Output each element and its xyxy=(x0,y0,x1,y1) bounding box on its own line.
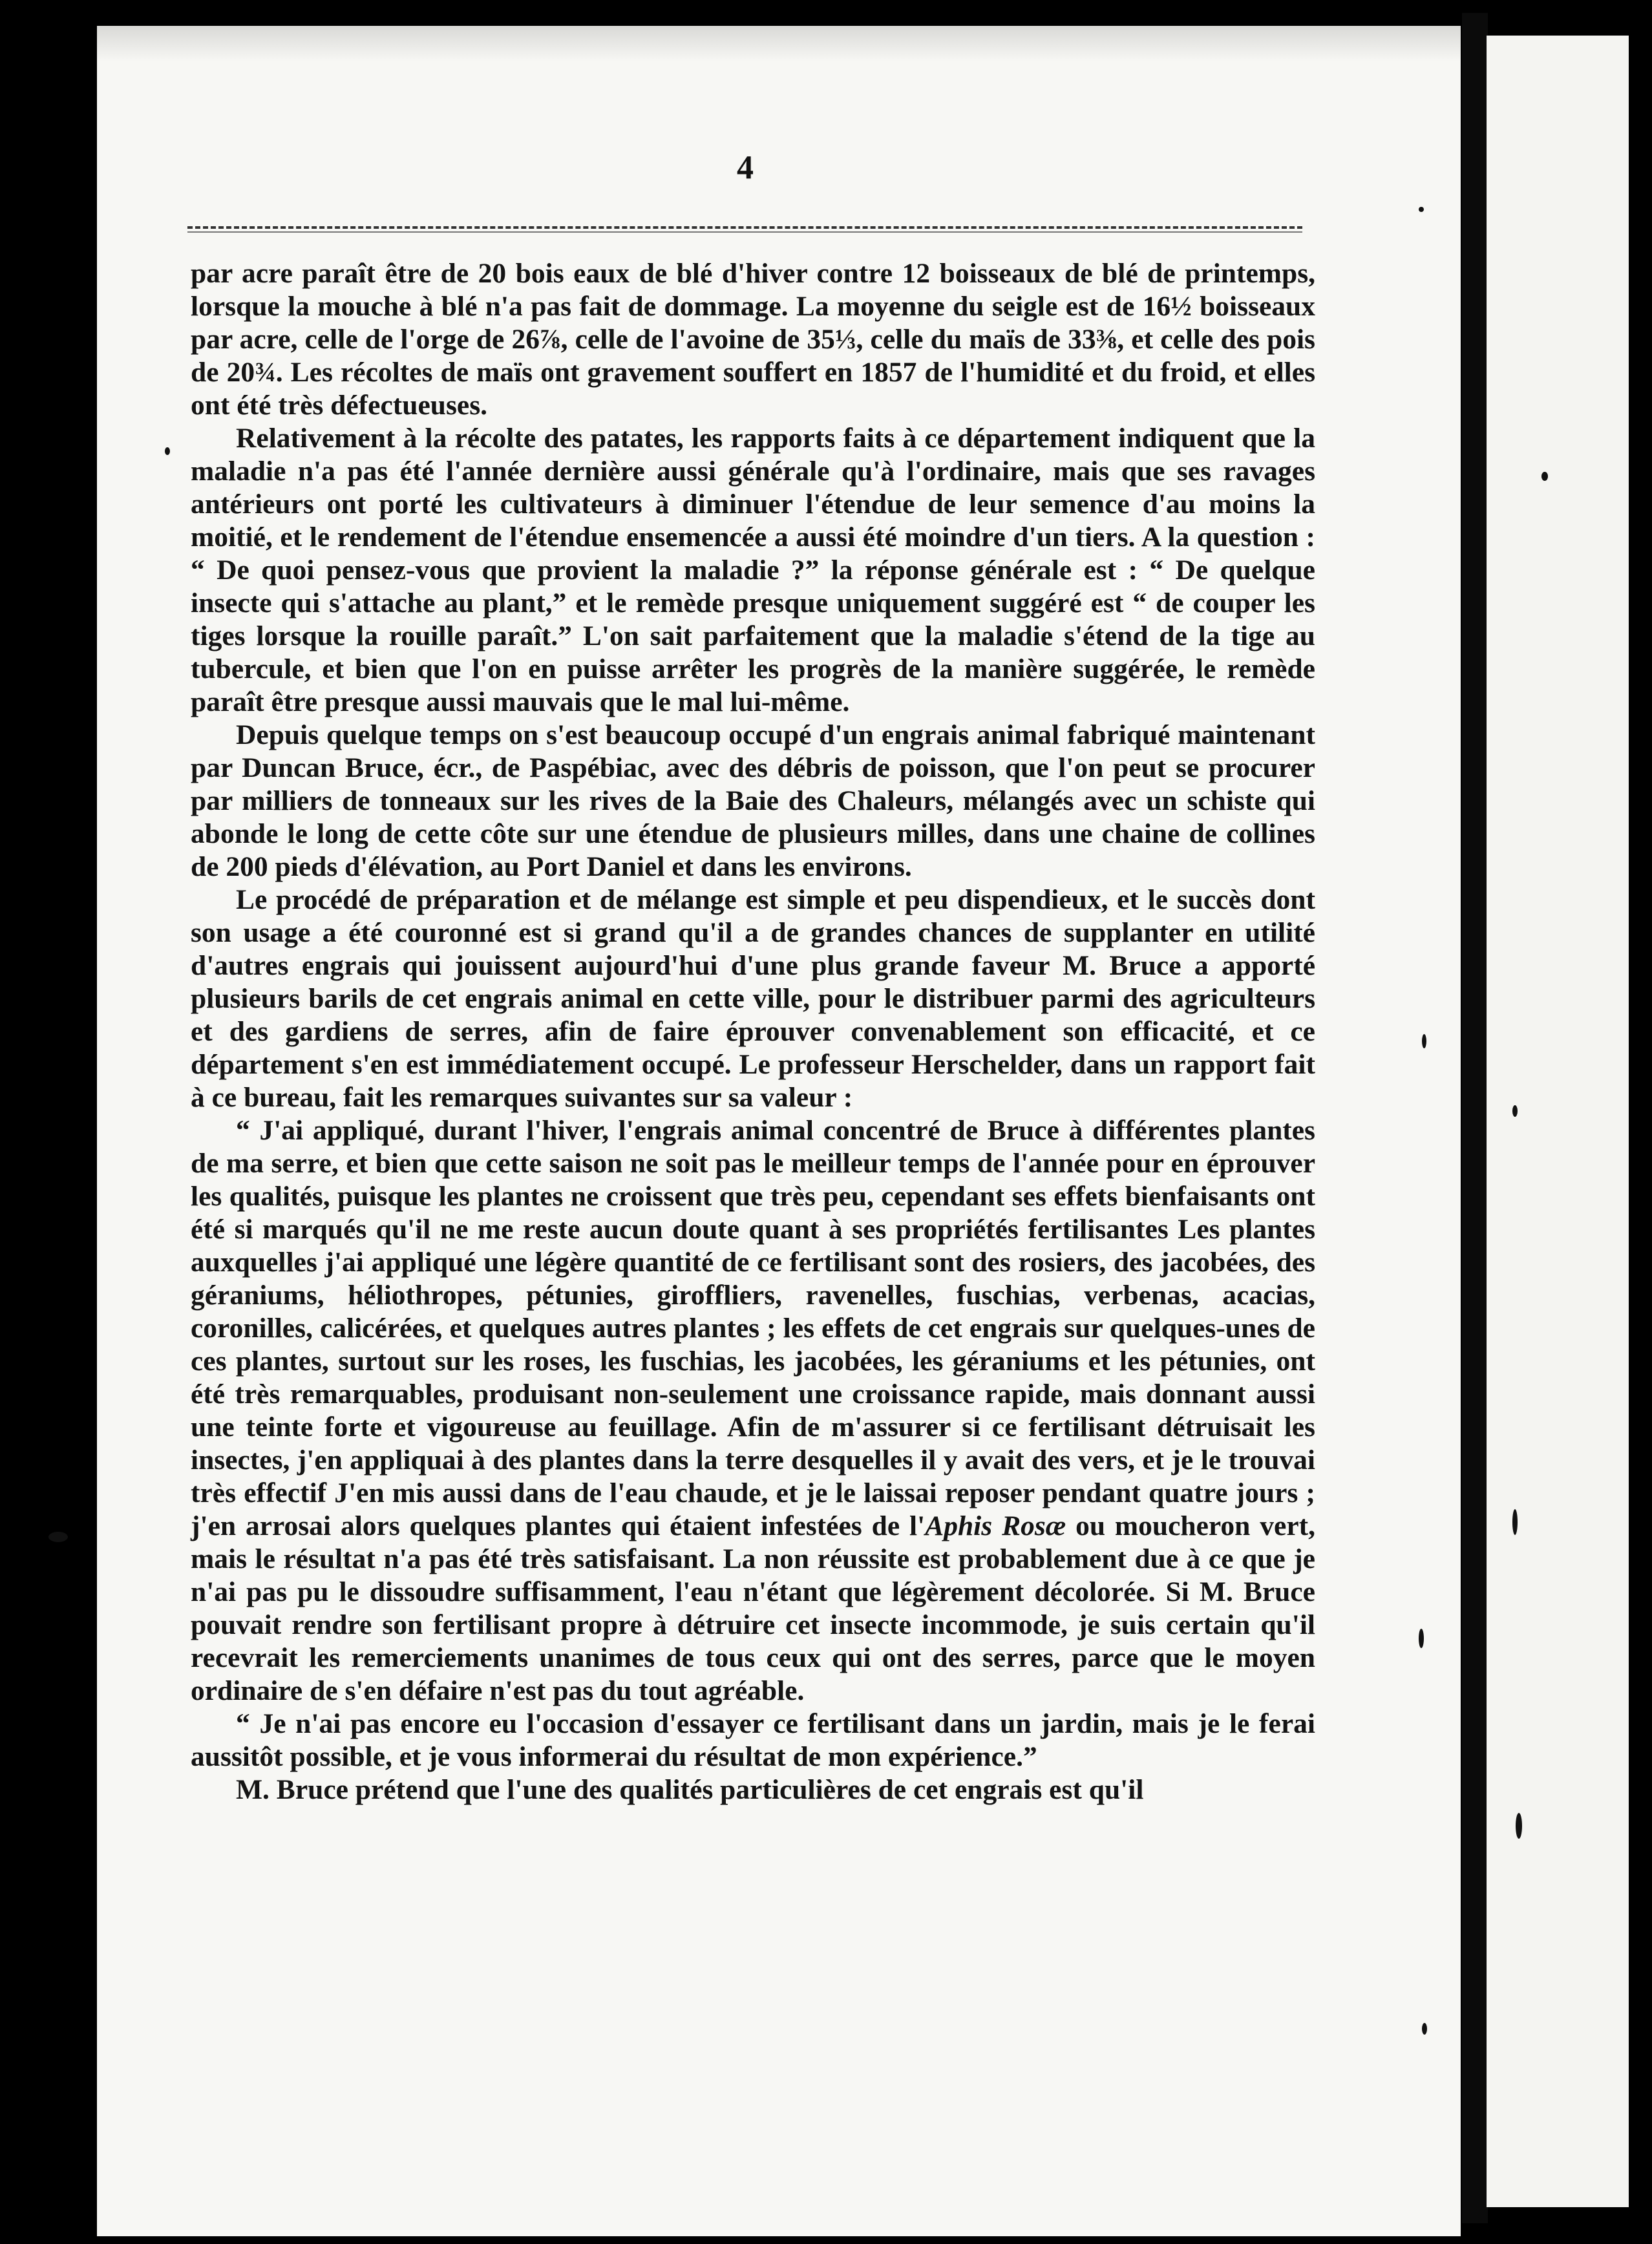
paragraph: Relativement à la récolte des patates, les rapports faits à ce département indiquent que la maladie n'a pas été l'année dernière aussi générale qu'à l'ordinaire, mais que ses ravages antérieurs ont porté les cultivateurs à diminuer l'étendue de leur semence d'au moins la moitié, et le rendement de l'étendue ensemencée a aussi été moindre d'un tiers. A la question : “ De quoi pensez-vous que provient la maladie ?” la réponse générale est : “ De quelque insecte qui s'attache au plant,” et le remède presque uniquement suggéré est “ de couper les tiges lorsque la rouille paraît.” L'on sait parfaitement que la maladie s'étend de la tige au tubercule, et bien que l'on en puisse arrêter les progrès de la manière suggérée, le remède paraît être presque aussi mauvais que le mal lui-même. xyxy=(191,423,1315,717)
scan-speck xyxy=(1512,1509,1518,1535)
scan-speck xyxy=(1516,1813,1522,1839)
scan-speck xyxy=(48,1532,68,1542)
scan-speck xyxy=(1541,472,1548,481)
scan-speck xyxy=(1419,207,1424,212)
header-rule xyxy=(187,226,1302,229)
scan-speck xyxy=(1422,1034,1426,1048)
body-text xyxy=(191,257,1315,1806)
scan-speck xyxy=(165,447,170,455)
paragraph: Le procédé de préparation et de mélange est simple et peu dispendieux, et le succès dont son usage a été couronné est si grand qu'il a de grandes chances de supplanter en utilité d'autres engrais qui jouissent aujourd'hui d'une plus grande faveur M. Bruce a apporté plusieurs barils de cet engrais animal en cette ville, pour le distribuer parmi des agriculteurs et des gardiens de serres, afin de faire éprouver convenablement son efficacité, et ce département s'en est immédiatement occupé. Le professeur Herschelder, dans un rapport fait à ce bureau, fait les remarques suivantes sur sa valeur : xyxy=(191,884,1315,1113)
species-name: Aphis Rosæ xyxy=(925,1510,1066,1541)
paragraph-text: “ J'ai appliqué, durant l'hiver, l'engrais animal concentré de Bruce à différentes plantes de ma serre, et bien que cette saison ne soit pas le meilleur temps de l'année pour en éprouver les qualités, puisque les plantes ne croissent que très peu, cependant ses effets bienfaisants ont été si marqués qu'il ne me reste aucun doute quant à ses propriétés fertilisantes Les plantes auxquelles j'ai appliqué une légère quantité de ce fertilisant sont des rosiers, des jacobées, des géraniums, héliothropes, pétunies, giroffliers, ravenelles, fuschias, verbenas, acacias, coronilles, calicérées, et quelques autres plantes ; les effets de cet engrais sur quelques-unes de ces plantes, surtout sur les roses, les fuschias, les jacobées, les géraniums et les pétunies, ont été très remarquables, produisant non-seulement une croissance rapide, mais donnant aussi une teinte forte et vigoureuse au feuillage. Afin de m'assurer si ce fertilisant détruisait les insectes, j'en appliquai à des plantes dans la terre desquelles il y avait des vers, et je le trouvai très effectif J'en mis aussi dans de l'eau chaude, et je le laissai reposer pendant quatre jours ; j'en arrosai alors quelques plantes qui étaient infestées de l' xyxy=(191,1115,1315,1541)
paragraph: par acre paraît être de 20 bois eaux de blé d'hiver contre 12 boisseaux de blé de printemps, lorsque la mouche à blé n'a pas fait de dommage. La moyenne du seigle est de 16½ boisseaux par acre, celle de l'orge de 26⅞, celle de l'avoine de 35⅓, celle du maïs de 33⅜, et celle des pois de 20¾. Les récoltes de maïs ont gravement souffert en 1857 de l'humidité et du froid, et elles ont été très défectueuses. xyxy=(191,258,1315,421)
scan-speck xyxy=(1419,1629,1424,1648)
paragraph-text: ou moucheron vert, mais le résultat n'a pas été très satisfaisant. La non réussite est probablement due à ce que je n'ai pas pu le dissoudre suffisamment, l'eau n'étant que légèrement décolorée. Si M. Bruce pouvait rendre son fertilisant propre à détruire cet insecte incommode, je suis certain qu'il recevrait les remerciements unanimes de tous ceux qui ont des serres, parce que le moyen ordinaire de s'en défaire n'est pas du tout agréable. xyxy=(191,1510,1315,1706)
facing-page-strip xyxy=(1487,36,1629,2207)
page-gutter xyxy=(1462,13,1488,2223)
paragraph: Depuis quelque temps on s'est beaucoup occupé d'un engrais animal fabriqué maintenant par Duncan Bruce, écr., de Paspébiac, avec des débris de poisson, que l'on peut se procurer par milliers de tonneaux sur les rives de la Baie des Chaleurs, mélangés avec un schiste qui abonde le long de cette côte sur une étendue de plusieurs milles, dans une chaine de collines de 200 pieds d'élévation, au Port Daniel et dans les environs. xyxy=(191,719,1315,882)
paragraph: “ Je n'ai pas encore eu l'occasion d'essayer ce fertilisant dans un jardin, mais je le ferai aussitôt possible, et je vous informerai du résultat de mon expérience.” xyxy=(191,1708,1315,1772)
header-rule-thin xyxy=(187,231,1302,233)
scan-speck xyxy=(1512,1105,1518,1117)
paragraph xyxy=(191,1114,1315,1708)
paragraph: M. Bruce prétend que l'une des qualités particulières de cet engrais est qu'il xyxy=(236,1774,1144,1805)
page-number: 4 xyxy=(737,149,754,186)
scan-speck xyxy=(1422,2023,1427,2035)
page-top-shadow xyxy=(97,26,1461,61)
